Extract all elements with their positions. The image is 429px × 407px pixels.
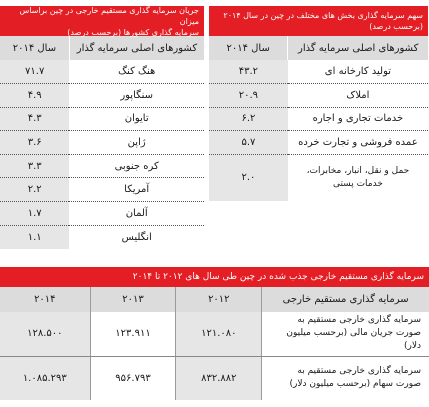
table-row: [0, 312, 429, 356]
fdi-attracted-table: [0, 267, 429, 402]
table-row: [0, 225, 204, 249]
country-value: ۷۱.۷: [0, 60, 69, 84]
table-row: [209, 154, 428, 201]
title-line-2: سرمایه گذاری کشورها (برحسب درصد): [67, 27, 199, 37]
country-header-row: [0, 36, 204, 60]
country-value: ۳.۶: [0, 131, 69, 155]
table-row: [0, 107, 204, 131]
fdi-value-2014: ۱۲۸.۵۰۰: [0, 312, 90, 356]
title-line-2: (برحسب درصد): [369, 22, 423, 31]
country-label: انگلیس: [121, 231, 152, 243]
header-year: سال ۲۰۱۴: [226, 42, 270, 54]
fdi-label: سرمایه گذاری خارجی مستقیم به صورت سهام (برحسب میلیون دلار): [262, 356, 429, 400]
sector-value: ۶.۲: [209, 107, 288, 131]
table-row: [0, 60, 204, 84]
sector-share-table: [209, 6, 428, 204]
fdi-value-2012: ۱۲۱.۰۸۰: [176, 312, 262, 356]
header-fdi: سرمایه گذاری مستقیم خارجی: [262, 287, 429, 312]
table-row: [209, 131, 428, 155]
sector-label: تولید کارخانه ای: [288, 60, 428, 84]
sector-label: خدمات تجاری و اجاره: [288, 107, 428, 131]
country-label: آمریکا: [69, 178, 204, 202]
title: سرمایه گذاری مستقیم خارجی جذب شده در چین طی سال های ۲۰۱۲ تا ۲۰۱۴: [132, 271, 424, 282]
sector-label: املاک: [288, 84, 428, 108]
country-value: ۱.۷: [0, 202, 69, 226]
table-row: [0, 131, 204, 155]
country-label: کره جنوبی: [69, 154, 204, 178]
table-row: [0, 84, 204, 108]
title-line-1: جریان سرمایه گذاری مستقیم خارجی در چین براساس میزان: [19, 5, 199, 26]
sector-rows: [209, 60, 428, 201]
title-line-1: سهم سرمایه گذاری بخش های مختلف در چین در سال ۲۰۱۴: [223, 11, 423, 20]
country-label: آلمان: [69, 202, 204, 226]
table-row: [209, 107, 428, 131]
fdi-rows: [0, 312, 429, 400]
country-value: ۱.۱: [0, 225, 69, 249]
table-row: [209, 84, 428, 108]
sector-value: ۴۳.۲: [209, 60, 288, 84]
table-row: [0, 154, 204, 178]
country-value: ۲.۲: [0, 178, 69, 202]
fdi-value-2012: ۸۳۲.۸۸۲: [176, 356, 262, 400]
country-label: هنگ کنگ: [69, 60, 204, 84]
sector-value: ۲.۰: [209, 154, 288, 201]
country-value: ۴.۳: [0, 107, 69, 131]
fdi-by-country-table: [0, 6, 204, 256]
header-2014: ۲۰۱۴: [34, 294, 56, 305]
country-label: سنگاپور: [69, 84, 204, 108]
fdi-value-2013: ۹۵۶.۷۹۳: [90, 356, 176, 400]
country-label: ژاپن: [69, 131, 204, 155]
country-rows: [0, 60, 204, 249]
header-countries: کشورهای اصلی سرمایه گذار: [69, 36, 204, 60]
fdi-value-2014: ۱.۰۸۵.۲۹۳: [0, 356, 90, 400]
table-row: [0, 178, 204, 202]
header-year: سال ۲۰۱۴: [12, 42, 57, 54]
country-value: ۴.۹: [0, 84, 69, 108]
fdi-label: سرمایه گذاری خارجی مستقیم به صورت جریان مالی (برحسب میلیون دلار): [262, 312, 429, 356]
sector-share-title: [209, 6, 428, 36]
sector-value: ۲۰.۹: [209, 84, 288, 108]
country-label: تایوان: [69, 107, 204, 131]
fdi-header-row: [0, 287, 429, 312]
fdi-value-2013: ۱۲۳.۹۱۱: [90, 312, 176, 356]
sector-label: حمل و نقل، انبار، مخابرات، خدمات پستی: [306, 165, 410, 189]
table-row: [0, 356, 429, 400]
sector-label: عمده فروشی و تجارت خرده: [288, 131, 428, 155]
header-2012: ۲۰۱۲: [176, 287, 262, 312]
country-value: ۳.۳: [0, 154, 69, 178]
table-row: [0, 202, 204, 226]
table-row: [209, 60, 428, 84]
header-sectors: کشورهای اصلی سرمایه گذار: [288, 36, 428, 60]
fdi-attracted-title: [0, 267, 429, 287]
sector-value: ۵.۷: [209, 131, 288, 155]
fdi-by-country-title: [0, 6, 204, 36]
sector-header-row: [209, 36, 428, 60]
header-2013: ۲۰۱۳: [90, 287, 176, 312]
